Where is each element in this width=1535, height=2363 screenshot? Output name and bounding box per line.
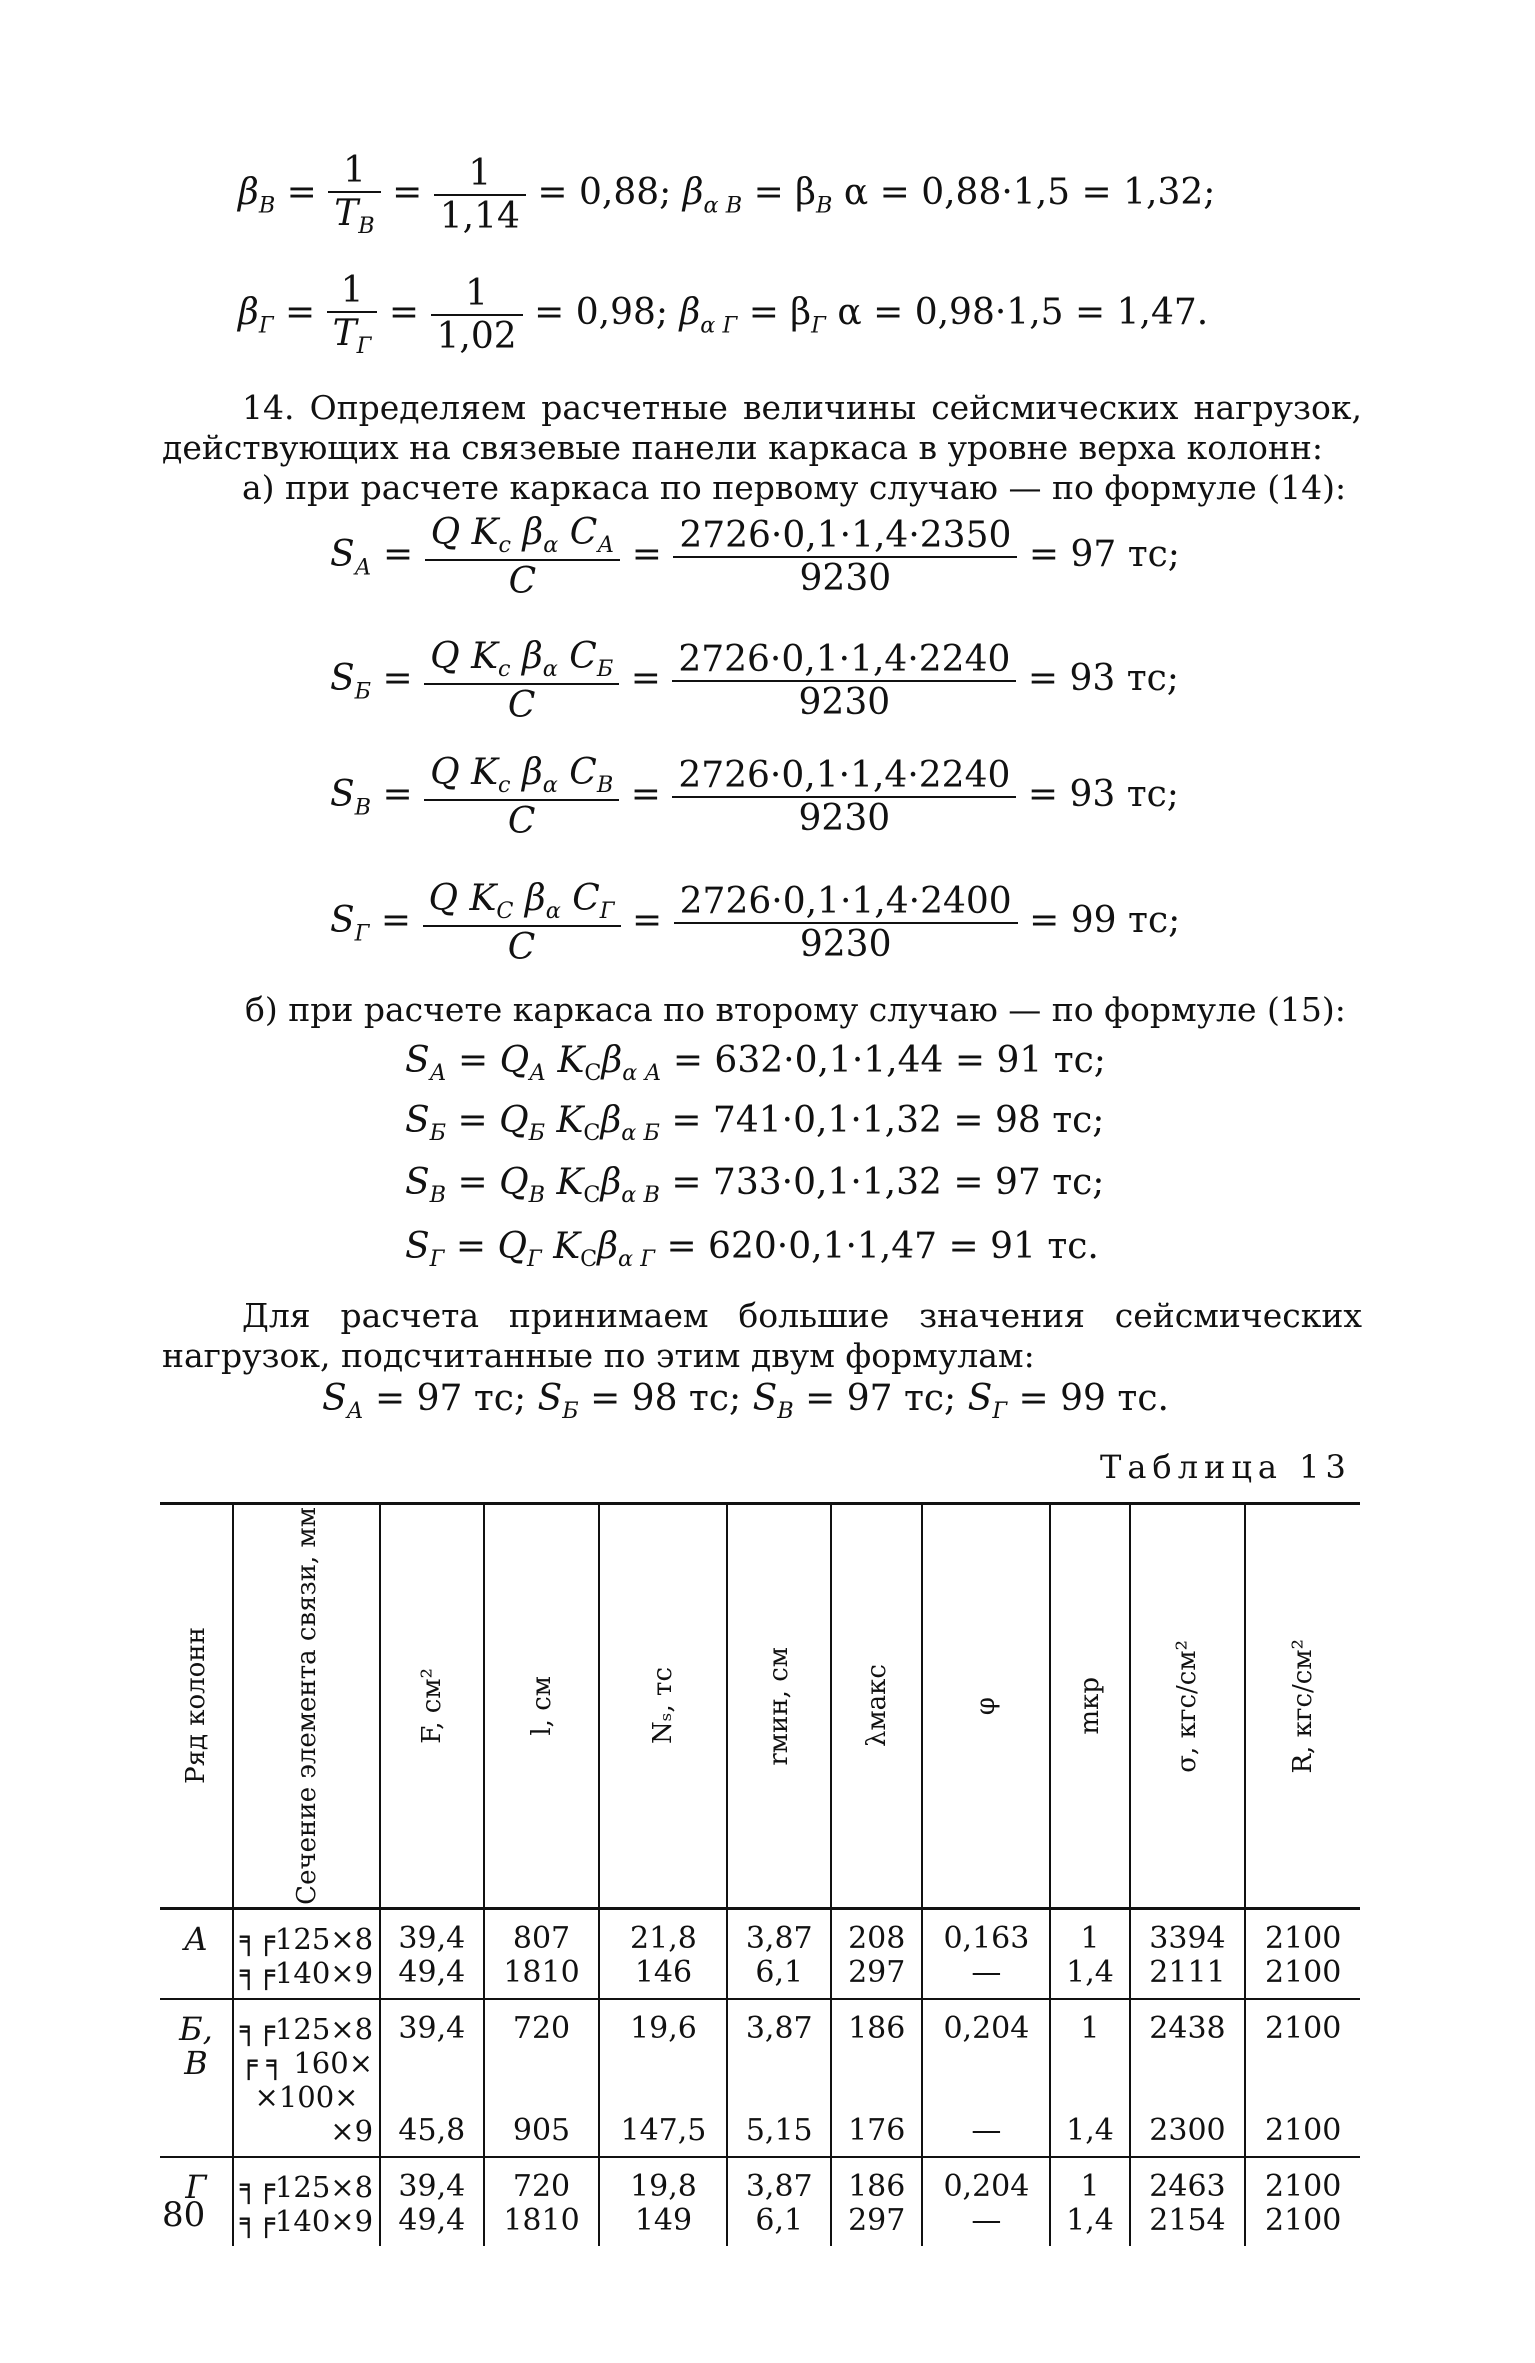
row-label: Г bbox=[185, 2167, 207, 2206]
table-cell: 3,87 6,1 bbox=[727, 2157, 831, 2246]
row-label: А bbox=[183, 1919, 209, 1958]
table-cell: 3394 2111 bbox=[1130, 1908, 1246, 1999]
table-cell: 208 297 bbox=[831, 1908, 922, 1999]
table-cell: 2100 2100 bbox=[1245, 1999, 1360, 2157]
header-row-col: Ряд колонн bbox=[181, 1627, 211, 1785]
case-b-text: б) при расчете каркаса по второму случаю — по формуле (15): bbox=[245, 990, 1346, 1029]
table-cell: 720 1810 bbox=[484, 2157, 600, 2246]
table-cell: 1 1,4 bbox=[1050, 2157, 1129, 2246]
table-caption: Таблица 13 bbox=[1100, 1448, 1352, 1486]
case-a-text: а) при расчете каркаса по первому случаю — по формуле (14): bbox=[242, 468, 1347, 507]
formula-b-a: $S_А = Q_А$ $K_С\beta_{\alpha А} = 632\cdot 0,1\cdot 1,44 = 91$ тс; bbox=[405, 1040, 1106, 1087]
formula-beta-g: $\beta_Г$ = $\frac{1}{T_Г}$ = $\frac{1}{1,02}$ = 0,98; $\beta_{\alpha Г} = \beta_Г$ α = 0,98·1,5 = 1,47. bbox=[238, 270, 1209, 360]
formula-b-b: $S_Б = Q_Б$ $K_С\beta_{\alpha Б} = 741\cdot 0,1\cdot 1,32 = 98$ тс; bbox=[405, 1100, 1105, 1147]
table-cell: 39,4 45,8 bbox=[380, 1999, 484, 2157]
table-cell: 3,87 5,15 bbox=[727, 1999, 831, 2157]
header-mkr: mкр bbox=[1050, 1504, 1129, 1909]
table-cell: 720 905 bbox=[484, 1999, 600, 2157]
table-cell: 0,204 — bbox=[922, 2157, 1050, 2246]
table-row bbox=[160, 2157, 1360, 2246]
header-sigma: σ, кгс/см² bbox=[1130, 1504, 1246, 1909]
header-phi: φ bbox=[922, 1504, 1050, 1909]
header-section: Сечение элемента связи, мм bbox=[233, 1504, 380, 1909]
table-cell: 1 1,4 bbox=[1050, 1908, 1129, 1999]
table-cell: 19,6 147,5 bbox=[599, 1999, 727, 2157]
table-cell: ╕╒125×8 ╕╒140×9 bbox=[233, 1908, 380, 1999]
header-ns: Nₛ, тс bbox=[599, 1504, 727, 1909]
table-cell: 186 297 bbox=[831, 2157, 922, 2246]
table-cell: 2100 2100 bbox=[1245, 2157, 1360, 2246]
formula-s-g: $S_Г$ = $\frac{Q K_С \beta_\alpha C_Г}{C}$ = $\frac{2726\cdot 0,1\cdot 1,4\cdot 2400}{9230}$ = 99 тс; bbox=[330, 878, 1181, 968]
table-cell: ╕╒125×8 ╒ ╕ 160× ×100× ×9 bbox=[233, 1999, 380, 2157]
table-cell: 39,4 49,4 bbox=[380, 2157, 484, 2246]
table-row bbox=[160, 1908, 1360, 1999]
formula-s-a: $S_А$ = $\frac{Q K_с \beta_\alpha C_А}{C}$ = $\frac{2726\cdot 0,1\cdot 1,4\cdot 2350}{9230}$ = 97 тс; bbox=[330, 512, 1180, 602]
table-cell: 2100 2100 bbox=[1245, 1908, 1360, 1999]
table-row bbox=[160, 1999, 1360, 2157]
page-number: 80 bbox=[162, 2195, 206, 2235]
formula-s-v: $S_В$ = $\frac{Q K_с \beta_\alpha C_В}{C}$ = $\frac{2726\cdot 0,1\cdot 1,4\cdot 2240}{9230}$ = 93 тс; bbox=[330, 752, 1179, 842]
table-cell: 807 1810 bbox=[484, 1908, 600, 1999]
header-lambda: λмакс bbox=[831, 1504, 922, 1909]
table-cell: ╕╒125×8 ╕╒140×9 bbox=[233, 2157, 380, 2246]
header-l: l, см bbox=[484, 1504, 600, 1909]
table-cell: 2463 2154 bbox=[1130, 2157, 1246, 2246]
table-cell: 0,163 — bbox=[922, 1908, 1050, 1999]
formula-b-g: $S_Г = Q_Г$ $K_С\beta_{\alpha Г} = 620\cdot 0,1\cdot 1,47 = 91$ тс. bbox=[405, 1226, 1099, 1273]
table-header-row bbox=[160, 1504, 1360, 1909]
table-cell: 21,8 146 bbox=[599, 1908, 727, 1999]
formula-b-v: $S_В = Q_В$ $K_С\beta_{\alpha В} = 733\cdot 0,1\cdot 1,32 = 97$ тс; bbox=[405, 1162, 1105, 1209]
paragraph-14: 14. Определяем расчетные величины сейсмических нагрузок, действующих на связевые панели каркаса в уровне верха колонн: bbox=[162, 388, 1362, 467]
final-values: $S_А = 97$ тс; $S_Б = 98$ тс; $S_В = 97$ тс; $S_Г = 99$ тс. bbox=[322, 1378, 1169, 1425]
paragraph-calc: Для расчета принимаем большие значения сейсмических нагрузок, подсчитанные по этим двум формулам: bbox=[162, 1296, 1362, 1375]
table-cell: 3,87 6,1 bbox=[727, 1908, 831, 1999]
header-rmin: rмин, см bbox=[727, 1504, 831, 1909]
table-cell: 2438 2300 bbox=[1130, 1999, 1246, 2157]
header-r: R, кгс/см² bbox=[1245, 1504, 1360, 1909]
table-13 bbox=[160, 1502, 1360, 2246]
table-cell: 0,204 — bbox=[922, 1999, 1050, 2157]
table-cell: 186 176 bbox=[831, 1999, 922, 2157]
header-f: F, см² bbox=[380, 1504, 484, 1909]
table-cell: 39,4 49,4 bbox=[380, 1908, 484, 1999]
table-cell: 1 1,4 bbox=[1050, 1999, 1129, 2157]
formula-beta-v: $\beta_В$ = $\frac{1}{T_В}$ = $\frac{1}{1,14}$ = 0,88; $\beta_{\alpha В} = \beta_В$ α = 0,88·1,5 = 1,32; bbox=[238, 150, 1216, 240]
formula-s-b: $S_Б$ = $\frac{Q K_с \beta_\alpha C_Б}{C}$ = $\frac{2726\cdot 0,1\cdot 1,4\cdot 2240}{9230}$ = 93 тс; bbox=[330, 636, 1179, 726]
row-label: Б, В bbox=[179, 2009, 213, 2082]
table-cell: 19,8 149 bbox=[599, 2157, 727, 2246]
